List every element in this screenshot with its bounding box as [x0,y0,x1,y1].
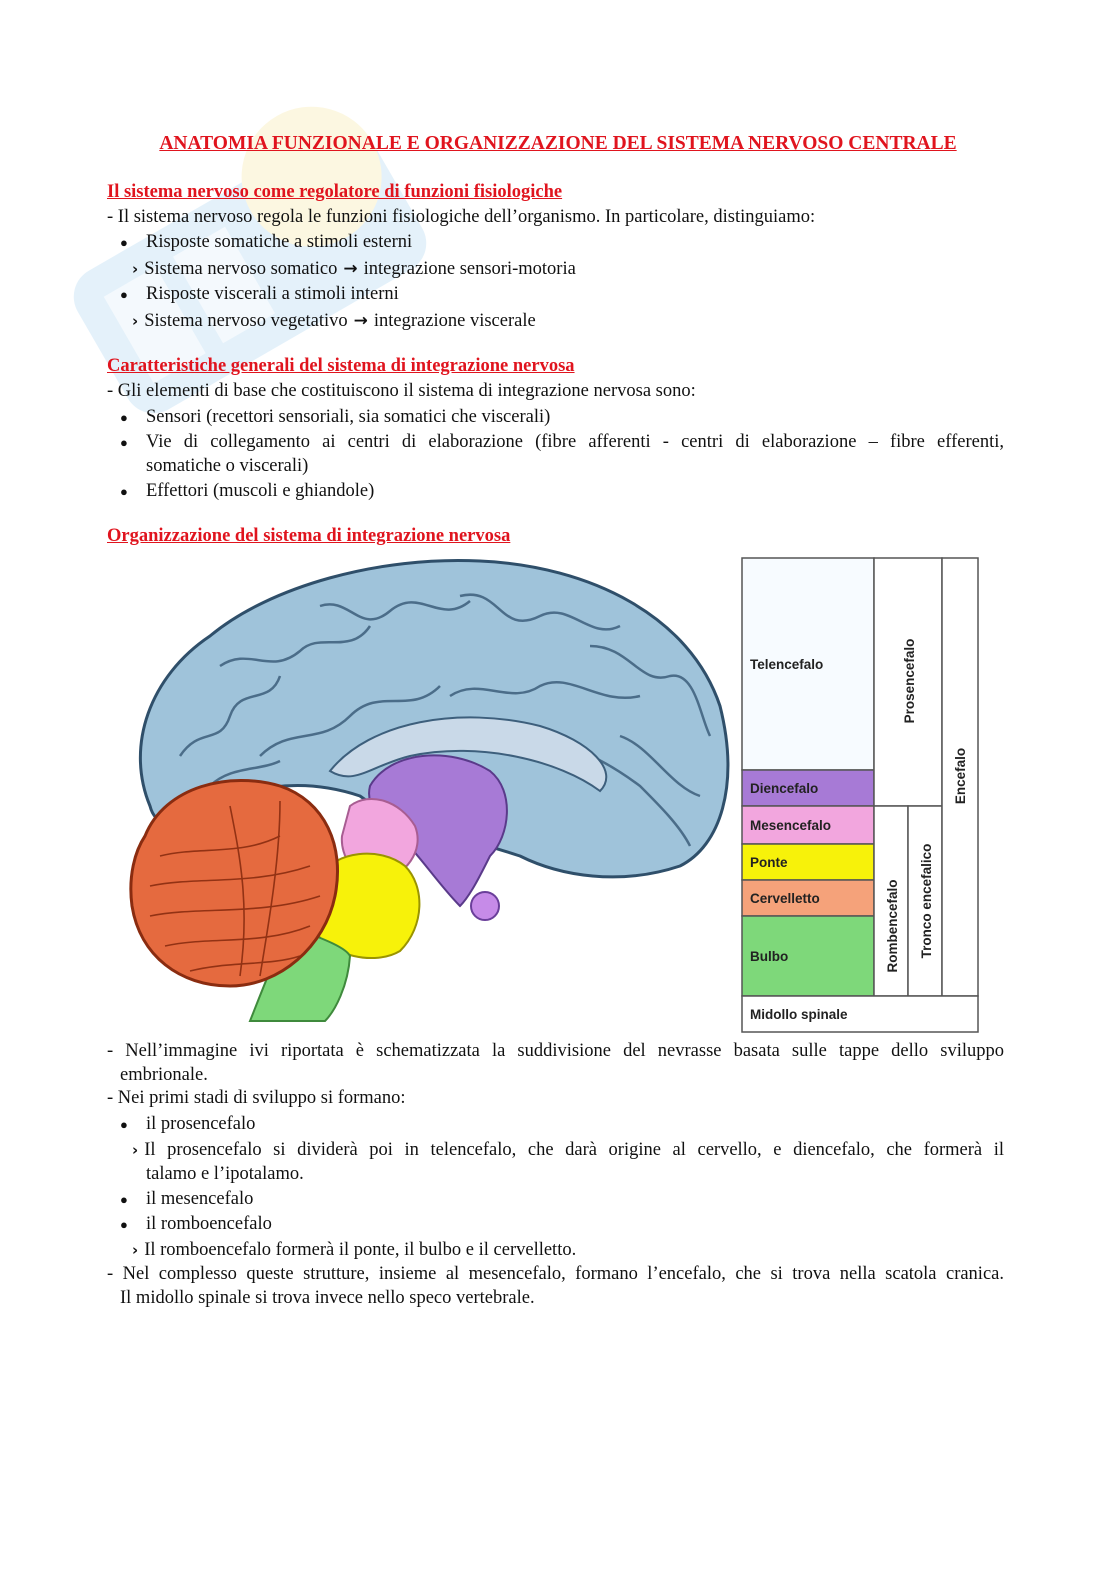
sub-item-continuation: talamo e l’ipotalamo. [146,1164,304,1184]
sub-item-somatico: › Sistema nervoso somatico → integrazione sensori-motoria [132,259,576,279]
bullet-icon: ● [120,435,128,450]
label-tronco-encefalico: Tronco encefalico [919,843,934,959]
bullet-icon: ● [120,1117,128,1132]
label-bulbo: Bulbo [750,949,789,964]
list-item: il prosencefalo [146,1114,256,1134]
document-title: ANATOMIA FUNZIONALE E ORGANIZZAZIONE DEL SISTEMA NERVOSO CENTRALE [159,133,957,154]
bullet-icon: ● [120,410,128,425]
label-rombencefalo: Rombencefalo [885,879,900,973]
section-heading-caratteristiche: Caratteristiche generali del sistema di integrazione nervosa [107,356,575,376]
list-item: Effettori (muscoli e ghiandole) [146,481,375,501]
list-item-continuation: somatiche o viscerali) [146,456,309,476]
chevron-right-icon: › [132,1241,139,1259]
chevron-right-icon: › [132,1141,139,1159]
paragraph-3-continuation: Il midollo spinale si trova invece nello speco vertebrale. [120,1288,535,1308]
sub-item-vegetativo: › Sistema nervoso vegetativo → integrazione viscerale [132,311,536,331]
label-prosencefalo: Prosencefalo [902,638,917,724]
section1-intro: - Il sistema nervoso regola le funzioni fisiologiche dell’organismo. In particolare, distinguiamo: [107,207,816,227]
arrow-right-icon: → [343,259,358,279]
label-telencefalo: Telencefalo [750,657,824,672]
arrow-right-icon: → [353,311,368,331]
label-encefalo: Encefalo [953,747,968,805]
list-item: Sensori (recettori sensoriali, sia somatici che viscerali) [146,407,551,427]
label-cervelletto: Cervelletto [750,891,820,906]
chevron-right-icon: › [132,260,139,278]
bullet-icon: ● [120,235,128,250]
sub-item-romboencefalo: › Il romboencefalo formerà il ponte, il bulbo e il cervelletto. [132,1240,577,1260]
list-item: il romboencefalo [146,1214,272,1234]
list-item: Risposte somatiche a stimoli esterni [146,232,413,252]
section2-intro: - Gli elementi di base che costituiscono il sistema di integrazione nervosa sono: [107,381,696,401]
bullet-icon: ● [120,287,128,302]
paragraph-1: - Nell’immagine ivi riportata è schematizzata la suddivisione del nevrasse basata sulle tappe dello sviluppo [107,1041,1004,1061]
section-heading-organizzazione: Organizzazione del sistema di integrazione nervosa [107,526,511,546]
label-midollo-spinale: Midollo spinale [750,1007,848,1022]
sub-item-prosencefalo: › Il prosencefalo si dividerà poi in telencefalo, che darà origine al cervello, e diencefalo, che formerà il [132,1140,1004,1160]
bullet-icon: ● [120,1192,128,1207]
brain-illustration [120,556,730,1026]
list-item: Risposte viscerali a stimoli interni [146,284,399,304]
section-heading-regolatore: Il sistema nervoso come regolatore di funzioni fisiologiche [107,182,563,202]
label-ponte: Ponte [750,855,788,870]
division-table [740,556,980,1034]
label-mesencefalo: Mesencefalo [750,818,832,833]
paragraph-1-continuation: embrionale. [120,1065,208,1085]
bullet-icon: ● [120,1217,128,1232]
bullet-icon: ● [120,484,128,499]
list-item: il mesencefalo [146,1189,254,1209]
chevron-right-icon: › [132,312,139,330]
paragraph-3: - Nel complesso queste strutture, insieme al mesencefalo, formano l’encefalo, che si trova nella scatola cranica. [107,1264,1004,1284]
label-diencefalo: Diencefalo [750,781,819,796]
list-item: Vie di collegamento ai centri di elaborazione (fibre afferenti - centri di elaborazione – fibre efferenti, [146,432,1004,452]
paragraph-2: - Nei primi stadi di sviluppo si formano: [107,1088,406,1108]
